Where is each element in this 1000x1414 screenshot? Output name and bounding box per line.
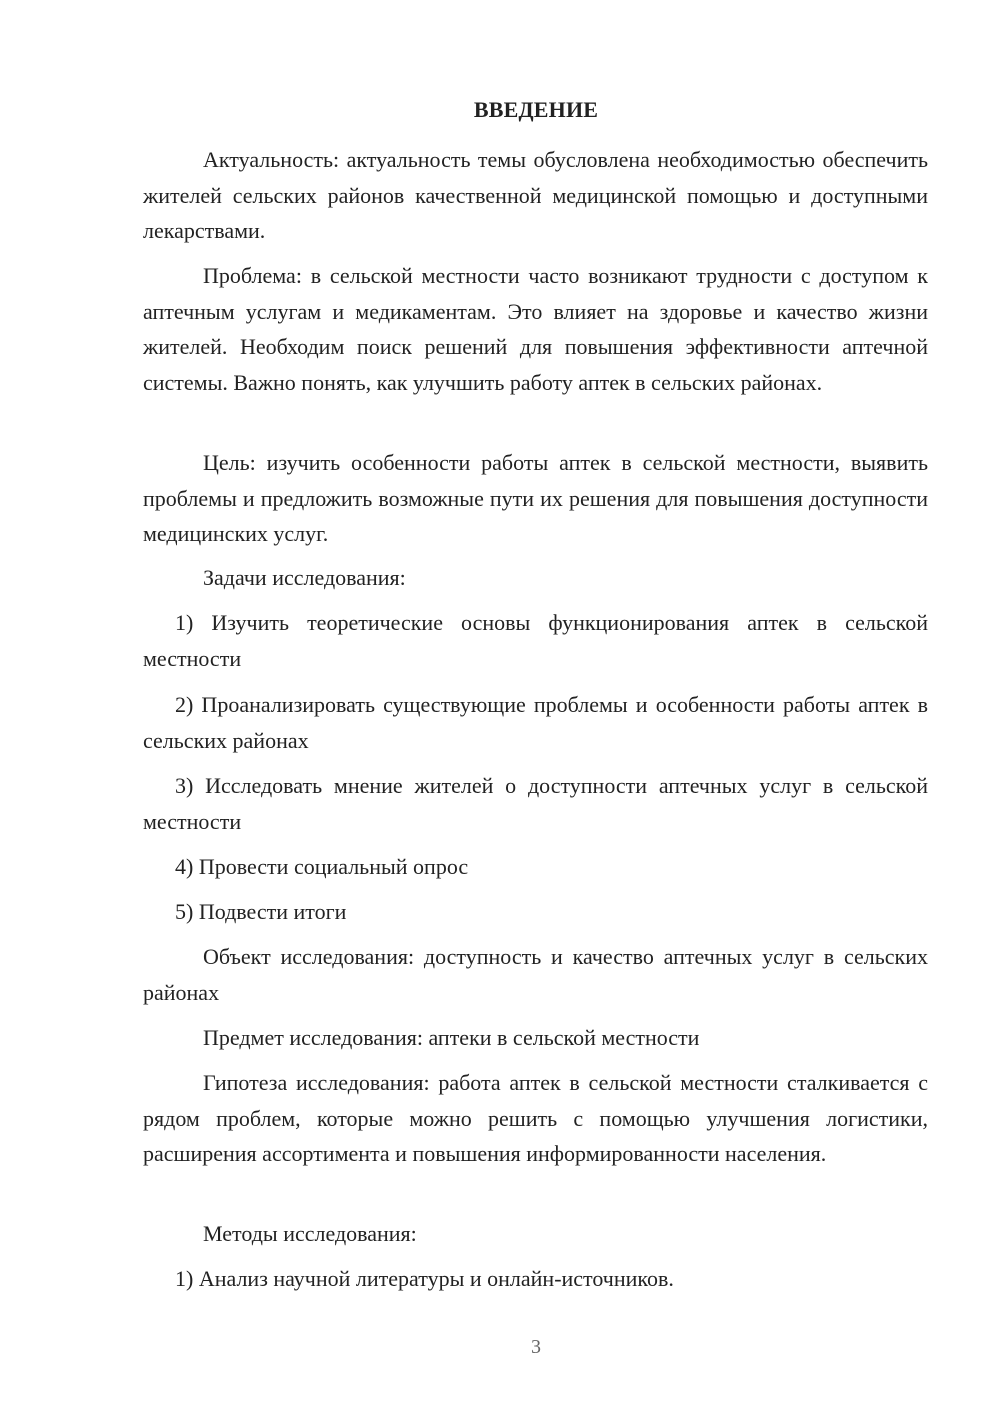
- paragraph-relevance: Актуальность: актуальность темы обусловлена необходимостью обеспечить жителей сельских районов качественной медицинской помощью и доступными лекарствами.: [143, 147, 928, 243]
- list-item-task-1: 1) Изучить теоретические основы функционирования аптек в сельской местности: [143, 610, 928, 671]
- page-number: 3: [531, 1336, 541, 1358]
- list-item-task-3: 3) Исследовать мнение жителей о доступности аптечных услуг в сельской местности: [143, 773, 928, 834]
- paragraph-object: Объект исследования: доступность и качество аптечных услуг в сельских районах: [143, 944, 928, 1005]
- list-item-task-5: 5) Подвести итоги: [175, 899, 347, 924]
- list-item-method-1: 1) Анализ научной литературы и онлайн-источников.: [175, 1266, 674, 1291]
- paragraph-subject: Предмет исследования: аптеки в сельской местности: [203, 1025, 700, 1050]
- list-item-task-4: 4) Провести социальный опрос: [175, 854, 469, 879]
- list-item-task-2: 2) Проанализировать существующие проблемы и особенности работы аптек в сельских районах: [143, 692, 928, 753]
- paragraph-problem: Проблема: в сельской местности часто возникают трудности с доступом к аптечным услугам и медикаментам. Это влияет на здоровье и качество жизни жителей. Необходим поиск решений для повышения эффективности аптечной системы. Важно понять, как улучшить работу аптек в сельских районах.: [143, 263, 928, 395]
- paragraph-goal: Цель: изучить особенности работы аптек в сельской местности, выявить проблемы и предложить возможные пути их решения для повышения доступности медицинских услуг.: [143, 450, 928, 546]
- paragraph-tasks-heading: Задачи исследования:: [203, 565, 406, 590]
- paragraph-hypothesis: Гипотеза исследования: работа аптек в сельской местности сталкивается с рядом проблем, которые можно решить с помощью улучшения логистики, расширения ассортимента и повышения информированности населения.: [143, 1070, 928, 1166]
- page-title: ВВЕДЕНИЕ: [473, 97, 599, 122]
- paragraph-methods-heading: Методы исследования:: [203, 1221, 417, 1246]
